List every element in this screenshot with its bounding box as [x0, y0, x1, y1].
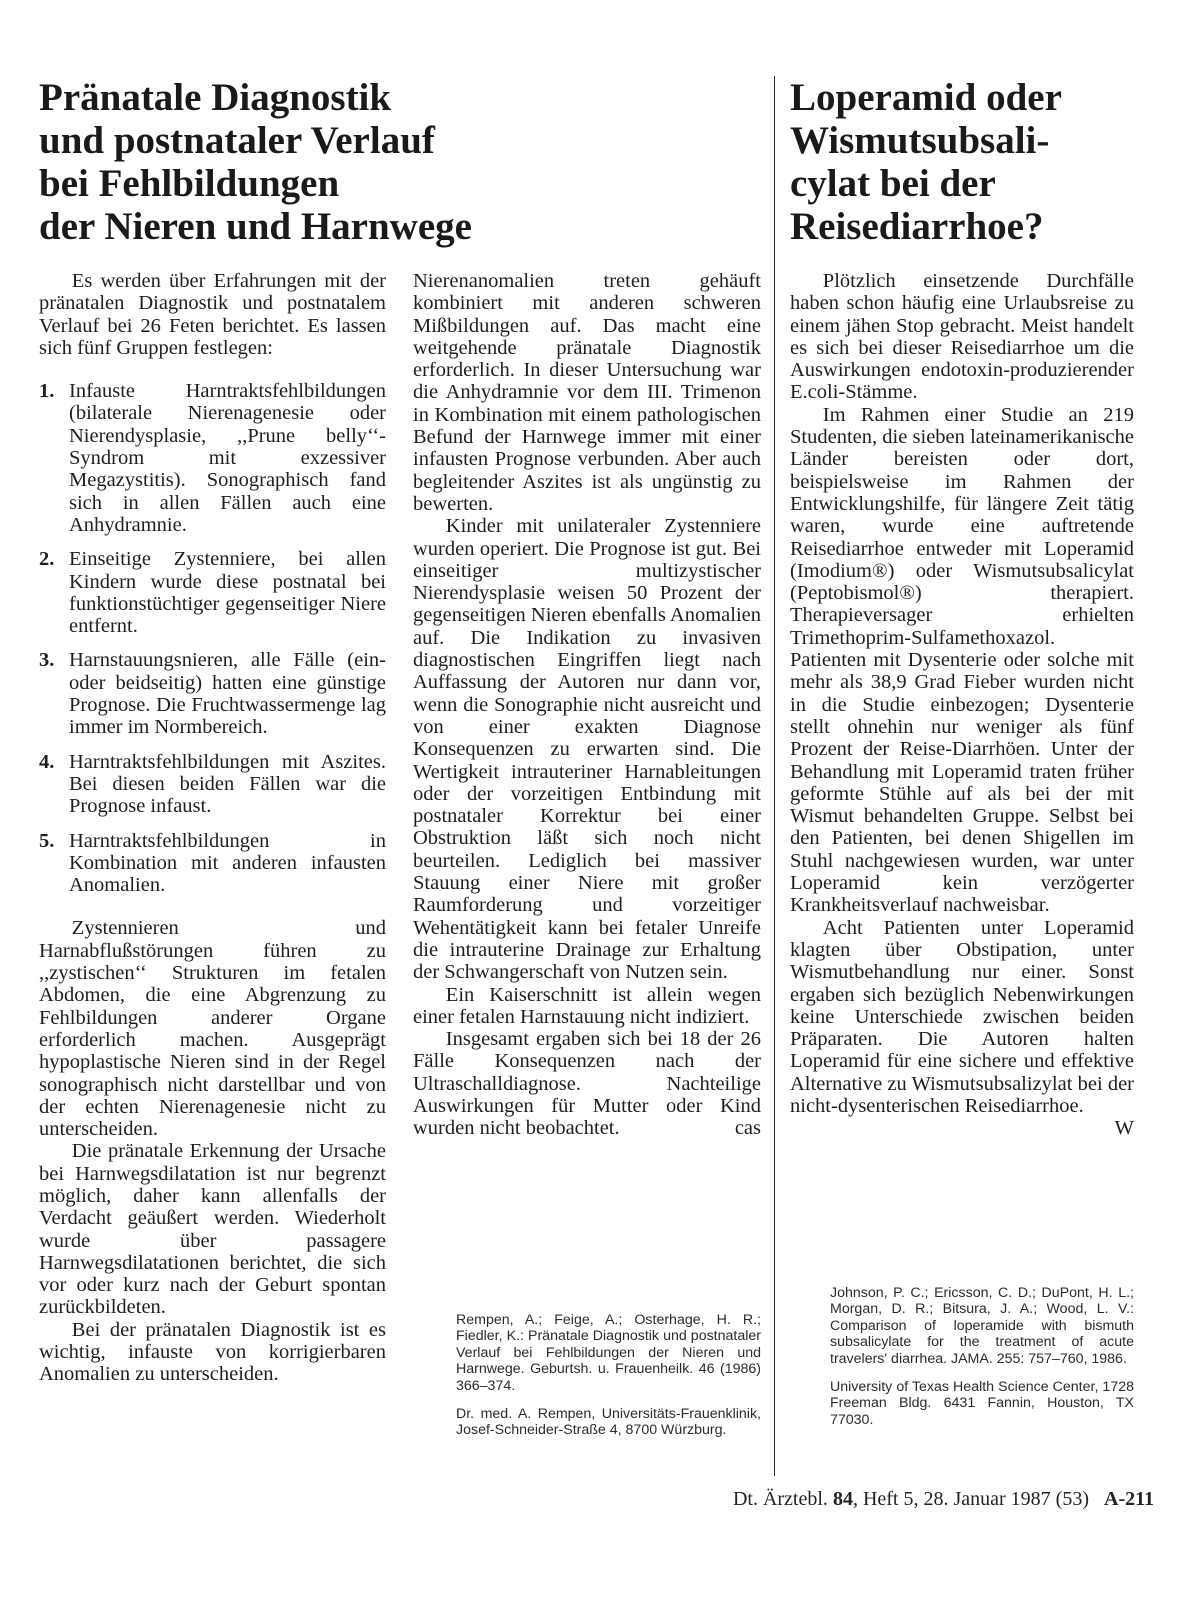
- issue-date: , Heft 5, 28. Januar 1987 (53): [852, 1488, 1089, 1510]
- group-list: [39, 380, 386, 896]
- left-article-reference-block: [456, 1312, 761, 1439]
- title-line: Reisediarrhoe?: [790, 205, 1044, 248]
- journal-name: Dt. Ärztebl.: [732, 1488, 828, 1510]
- body-paragraph: Nierenanomalien treten gehäuft kombiniert mit anderen schweren Mißbildungen auf. Das macht eine weitgehende pränatale Diagnostik erforderlich. In dieser Untersuchung war die Anhydramnie vor dem III. Trimenon in Kombination mit einem pathologischen Befund der Harnwege immer mit einer infausten Prognose verbunden. Aber auch begleitender Aszites ist als ungünstig zu bewerten.: [413, 270, 761, 515]
- author-address: Dr. med. A. Rempen, Universitäts-Frauenklinik, Josef-Schneider-Straße 4, 8700 Würzburg.: [456, 1406, 761, 1439]
- last-paragraph-text: Acht Patienten unter Loperamid klagten über Obstipation, unter Wismutbehandlung nur einer. Sonst ergaben sich bezüglich Nebenwirkungen keine Unterschiede zwischen beiden Präparaten. Die Autoren halten Loperamid für eine sichere und effektive Alternative zu Wismutsubsalizylat bei der nicht-dysenterischen Reisediarrhoe.: [790, 916, 1134, 1117]
- body-paragraph: [413, 1028, 761, 1139]
- author-signoff: cas: [734, 1117, 761, 1140]
- author-address: University of Texas Health Science Center, 1728 Freeman Bldg. 6431 Fannin, Houston, TX 77030.: [830, 1379, 1134, 1428]
- body-paragraph: Im Rahmen einer Studie an 219 Studenten, die sieben lateinamerikanische Länder bereisten oder dort, beispielsweise im Rahmen der Entwicklungshilfe, für längere Zeit tätig waren, wurde eine auftretende Reisediarrhoe entweder mit Loperamid (Imodium®) oder Wismutsubsalicylat (Peptobismol®) therapiert. Therapieversager erhielten Trimethoprim-Sulfamethoxazol. Patienten mit Dysenterie oder solche mit mehr als 38,9 Grad Fieber wurden nicht in die Studie einbezogen; Dysenterie stellt ohnehin nur weniger als fünf Prozent der Reise-Diarrhöen. Unter der Behandlung mit Loperamid traten früher geformte Stühle auf als bei der mit Wismut behandelten Gruppe. Selbst bei den Patienten, bei denen Shigellen im Stuhl nachgewiesen wurden, war unter Loperamid kein verzögerter Krankheitsverlauf nachweisbar.: [790, 403, 1134, 917]
- list-item: [39, 830, 386, 897]
- list-number: 1.: [39, 380, 55, 403]
- list-item: [39, 548, 386, 637]
- body-paragraph: Zystennieren und Harnabflußstörungen führen zu ,,zystischen‘‘ Strukturen im fetalen Abdomen, die eine Abgrenzung zu Fehlbildungen anderer Organe erforderlich machen. Ausgeprägt hypoplastische Nieren sind in der Regel sonographisch nicht darstellbar und von der echten Nierenagenesie nicht zu unterscheiden.: [39, 917, 386, 1141]
- list-text: Harntraktsfehlbildungen in Kombination mit anderen infausten Anomalien.: [69, 829, 386, 897]
- left-article-column-2: [413, 270, 761, 1140]
- list-text: Infauste Harntraktsfehlbildungen (bilaterale Nierenagenesie oder Nierendysplasie, ,,Prune belly‘‘-Syndrom mit exzessiver Megazystitis). Sonographisch fand sich in allen Fällen auch eine Anhydramnie.: [69, 380, 386, 536]
- title-line: Wismutsubsali-: [790, 119, 1050, 162]
- list-item: [39, 751, 386, 818]
- citation: Johnson, P. C.; Ericsson, C. D.; DuPont, H. L.; Morgan, D. R.; Bitsura, J. A.; Wood, L. V.: Comparison of loperamide with bismuth subsalicylate for the treatment of acute travelers' diarrhea. JAMA. 255: 757–760, 1986.: [830, 1285, 1134, 1367]
- column-divider: [774, 76, 775, 1476]
- title-line: Loperamid oder: [790, 76, 1062, 119]
- body-paragraph: Kinder mit unilateraler Zystenniere wurden operiert. Die Prognose ist gut. Bei einseitiger multizystischer Nierendysplasie weisen 50 Prozent der gegenseitigen Nieren ebenfalls Anomalien auf. Die Indikation zu invasiven diagnostischen Eingriffen liegt nach Auffassung der Autoren nur dann vor, wenn die Sonographie nicht ausreicht und von einer exakten Diagnose Konsequenzen zu erwarten sind. Die Wertigkeit intrauteriner Harnableitungen oder der vorzeitigen Entbindung mit postnataler Korrektur bei einer Obstruktion läßt sich noch nicht beurteilen. Lediglich bei massiver Stauung einer Niere mit großer Raumforderung und vorzeitiger Wehentätigkeit kann bei fetaler Unreife die intrauterine Drainage zur Erhaltung der Schwangerschaft von Nutzen sein.: [413, 515, 761, 984]
- volume-number: 84: [832, 1488, 853, 1510]
- list-text: Harnstauungsnieren, alle Fälle (ein- oder beidseitig) hatten eine günstige Prognose. Die Fruchtwassermenge lag immer im Normbereich.: [69, 649, 386, 739]
- list-item: [39, 649, 386, 738]
- left-article-title: [39, 76, 739, 248]
- last-paragraph-text: Insgesamt ergaben sich bei 18 der 26 Fälle Konsequenzen nach der Ultraschalldiagnose. Nachteilige Auswirkungen für Mutter oder Kind wurden nicht beobachtet.: [413, 1028, 761, 1140]
- body-paragraph: Bei der pränatalen Diagnostik ist es wichtig, infauste von korrigierbaren Anomalien zu unterscheiden.: [39, 1318, 386, 1386]
- page-number: A-211: [1104, 1488, 1154, 1510]
- title-line: Pränatale Diagnostik: [39, 76, 392, 119]
- list-number: 2.: [39, 548, 55, 571]
- list-item: [39, 380, 386, 536]
- author-signoff: W: [1114, 1117, 1134, 1140]
- body-paragraph: [790, 916, 1134, 1140]
- title-line: und postnataler Verlauf: [39, 119, 435, 162]
- list-number: 4.: [39, 750, 55, 773]
- body-paragraph: Die pränatale Erkennung der Ursache bei Harnwegsdilatation ist nur begrenzt möglich, daher kann allenfalls der Verdacht geäußert werden. Wiederholt wurde über passagere Harnwegsdilatationen berichtet, die sich vor oder kurz nach der Geburt spontan zurückbildeten.: [39, 1140, 386, 1319]
- body-paragraph: Plötzlich einsetzende Durchfälle haben schon häufig eine Urlaubsreise zu einem jähen Stop gebracht. Meist handelt es sich bei dieser Reisediarrhoe um die Auswirkungen endotoxin-produzierender E.coli-Stämme.: [790, 270, 1134, 404]
- list-number: 3.: [39, 649, 55, 672]
- title-line: der Nieren und Harnwege: [39, 205, 472, 248]
- right-article-title: [790, 76, 1160, 248]
- citation: Rempen, A.; Feige, A.; Osterhage, H. R.; Fiedler, K.: Pränatale Diagnostik und postnataler Verlauf bei Fehlbildungen der Nieren und Harnwege. Geburtsh. u. Frauenheilk. 46 (1986) 366–374.: [456, 1312, 761, 1394]
- right-article-reference-block: [830, 1285, 1134, 1428]
- page-footer: [640, 1488, 1154, 1511]
- intro-paragraph: Es werden über Erfahrungen mit der pränatalen Diagnostik und postnatalem Verlauf bei 26 Feten berichtet. Es lassen sich fünf Gruppen festlegen:: [39, 270, 386, 359]
- body-paragraph: Ein Kaiserschnitt ist allein wegen einer fetalen Harnstauung nicht indiziert.: [413, 983, 761, 1028]
- right-article-column: [790, 270, 1134, 1140]
- list-text: Harntraktsfehlbildungen mit Aszites. Bei diesen beiden Fällen war die Prognose infaust.: [69, 750, 386, 818]
- list-number: 5.: [39, 829, 55, 852]
- list-text: Einseitige Zystenniere, bei allen Kindern wurde diese postnatal bei funktionstüchtiger gegenseitiger Niere entfernt.: [69, 548, 386, 638]
- title-line: cylat bei der: [790, 162, 996, 205]
- left-article-column-1: [39, 270, 386, 1386]
- title-line: bei Fehlbildungen: [39, 162, 340, 205]
